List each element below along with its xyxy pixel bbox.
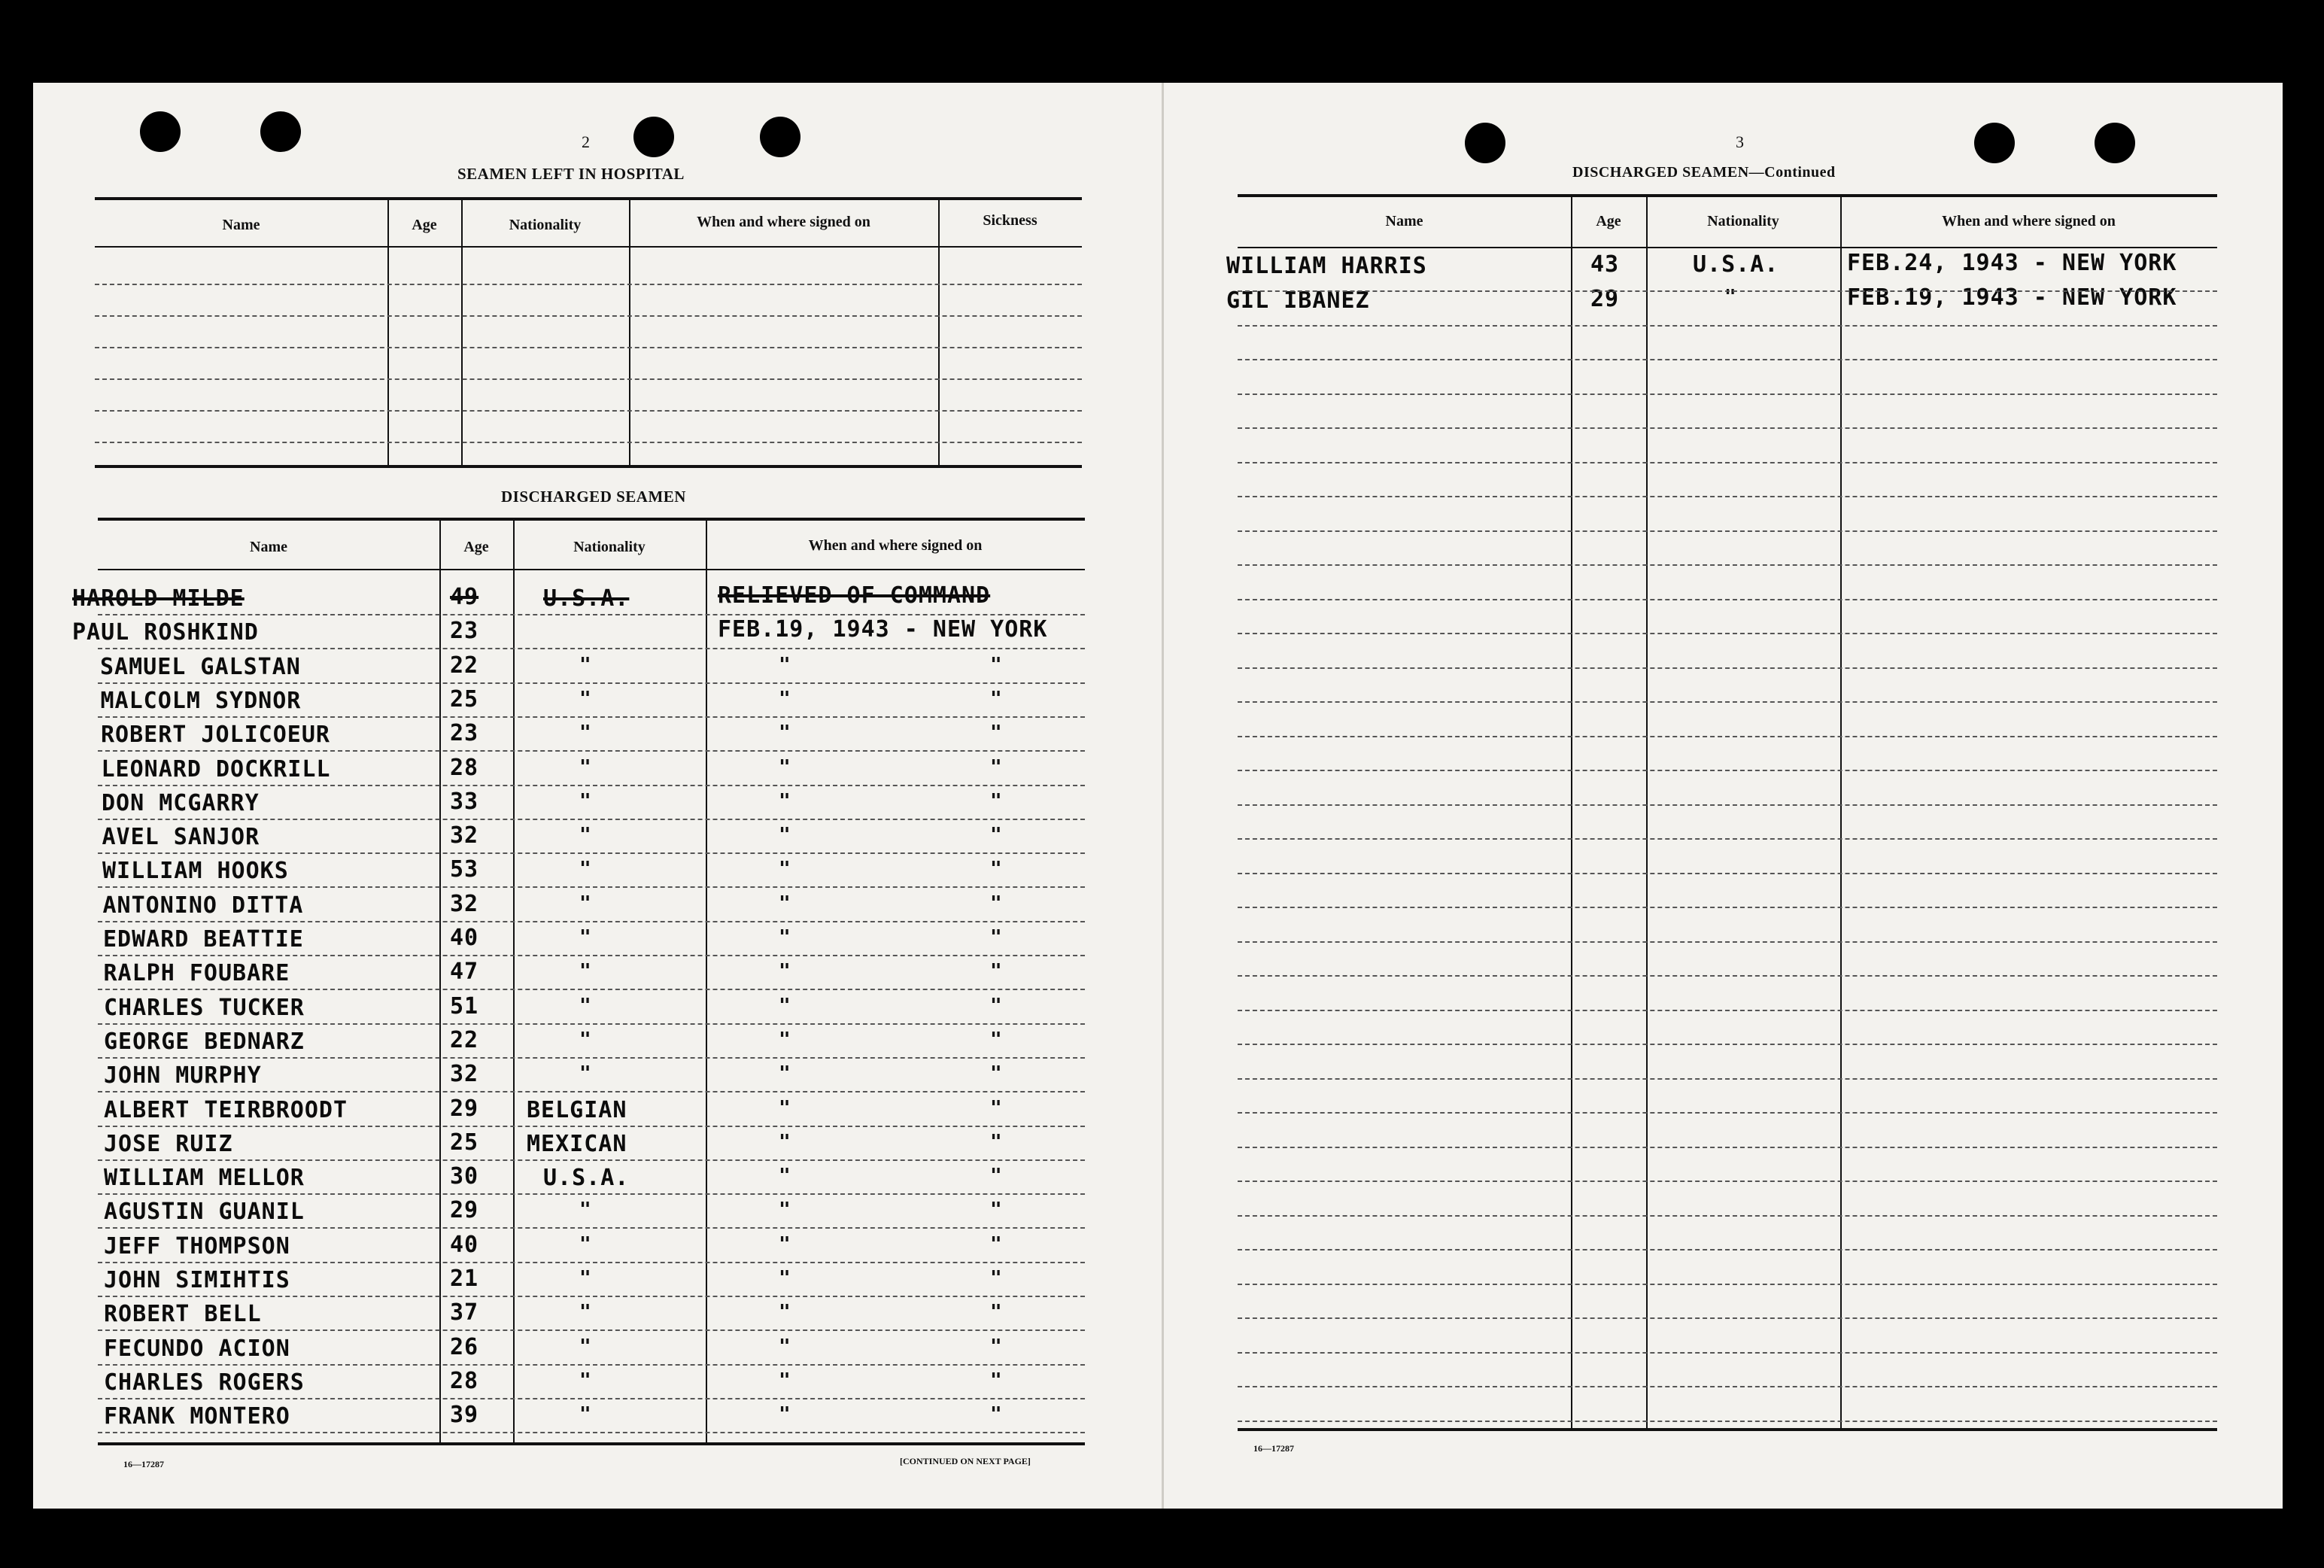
right-table-row-line [1238,804,2217,806]
table-row-name: JEFF THOMPSON [104,1232,290,1260]
right-table-row-line [1238,359,2217,360]
table-row-signed-on-ditto: " [990,858,1002,881]
table-row-signed-on-ditto: " [990,1403,1002,1427]
table-row-age: 30 [450,1163,479,1190]
table-row-signed-on: " [779,1028,791,1051]
right-table-row-line [1238,975,2217,977]
table-row-line [98,1262,1085,1263]
table-row-nationality: " [579,1267,591,1290]
right-table-top-rule [1238,194,2217,197]
table-row-line [98,1193,1085,1195]
right-table-row-line [1238,701,2217,703]
table-row-nationality: " [579,926,591,949]
table-row-signed-on: " [779,892,791,915]
page-number-right: 3 [1736,132,1744,151]
table-row-nationality: " [579,653,591,676]
hospital-table-row-line [95,284,1082,285]
table-row-line [98,921,1085,922]
table-row-line [98,716,1085,718]
right-table-row-line [1238,838,2217,840]
table-row-signed-on: " [779,755,791,779]
table-row-nationality: " [579,755,591,779]
hospital-table-bottom-rule [95,465,1082,468]
table-row-line [98,1329,1085,1331]
right-table-row-line [1238,1284,2217,1285]
table-row-signed-on-ditto: " [990,960,1002,983]
table-row-nationality: " [1724,286,1736,308]
table-row-signed-on-ditto: " [990,687,1002,710]
right-table-row-line [1238,1215,2217,1217]
right-table-row-line [1238,770,2217,771]
table-row-line [98,955,1085,956]
table-row-name: AVEL SANJOR [102,824,260,851]
table-row-nationality: U.S.A. [543,1165,630,1192]
table-row-signed-on: " [779,789,791,813]
table-row-nationality: " [579,789,591,813]
hospital-section-title: SEAMEN LEFT IN HOSPITAL [457,165,685,183]
right-table-row-line [1238,873,2217,874]
table-row-signed-on-ditto: " [990,1335,1002,1358]
table-row-age: 26 [450,1333,479,1360]
discharged-header-age: Age [463,539,489,555]
table-row-name: RALPH FOUBARE [103,960,290,987]
table-row-signed-on: " [779,1165,791,1188]
table-row-line [98,1023,1085,1025]
right-header-nationality: Nationality [1707,213,1779,229]
punch-hole [633,117,674,157]
table-row-signed-on-ditto: " [990,926,1002,949]
hospital-table-row-line [95,378,1082,380]
right-col-divider [1840,196,1842,1428]
table-row-signed-on: " [779,858,791,881]
table-row-signed-on: FEB.24, 1943 - NEW YORK [1847,250,2177,276]
table-row-age: 22 [450,652,479,679]
table-row-name: AGUSTIN GUANIL [104,1199,305,1226]
table-row-signed-on: " [779,926,791,949]
right-table-row-line [1238,462,2217,463]
table-row-age: 23 [450,618,479,645]
table-row-name: WILLIAM MELLOR [104,1165,305,1192]
table-row-nationality: " [579,892,591,915]
table-row-signed-on-ditto: " [990,824,1002,847]
table-row-age: 40 [450,925,479,951]
right-table-row-line [1238,394,2217,395]
punch-hole [140,111,181,152]
table-row-nationality: " [579,1335,591,1358]
table-row-signed-on-ditto: " [990,1199,1002,1222]
table-row-name: GEORGE BEDNARZ [104,1028,305,1055]
hospital-table-row-line [95,315,1082,317]
table-row-line [98,1364,1085,1366]
table-row-name: WILLIAM HARRIS [1226,253,1427,279]
table-row-nationality: " [579,824,591,847]
right-table-row-line [1238,564,2217,566]
table-row-line [98,785,1085,786]
table-row-age: 33 [450,788,479,815]
table-row-nationality: " [579,1062,591,1086]
table-row-name: JOSE RUIZ [104,1130,233,1157]
table-row-signed-on-ditto: " [990,1130,1002,1153]
discharged-header-nationality: Nationality [573,539,646,555]
right-table-row-line [1238,1181,2217,1182]
table-row-nationality: " [579,1301,591,1324]
table-row-age: 49 [450,584,479,610]
hospital-header-sickness: Sickness [983,212,1037,229]
table-row-age: 23 [450,720,479,747]
table-row-name: ANTONINO DITTA [102,892,304,919]
table-row-line [98,886,1085,888]
hospital-header-nationality: Nationality [509,217,582,233]
table-row-line [98,750,1085,752]
table-row-nationality: " [579,858,591,881]
table-row-signed-on-ditto: " [990,1096,1002,1120]
right-table-row-line [1238,1317,2217,1319]
table-row-age: 21 [450,1266,479,1292]
table-row-signed-on-ditto: " [990,722,1002,745]
table-row-name: MALCOLM SYDNOR [100,687,302,714]
punch-hole [1465,123,1505,163]
table-row-age: 37 [450,1299,479,1326]
table-row-signed-on: FEB.19, 1943 - NEW YORK [718,616,1048,643]
discharged-table-header-rule [98,569,1085,570]
table-row-line [98,1227,1085,1229]
table-row-nationality: " [579,722,591,745]
right-table-row-line [1238,1044,2217,1045]
table-row-age: 28 [450,754,479,781]
discharged-col-divider [706,519,707,1442]
table-row-name: ROBERT BELL [104,1301,262,1328]
right-table-row-line [1238,1249,2217,1250]
right-table-row-line [1238,1421,2217,1422]
table-row-signed-on: " [779,1062,791,1086]
right-header-age: Age [1596,213,1621,229]
punch-hole [760,117,800,157]
discharged-table-bottom-rule [98,1442,1085,1445]
table-row-age: 29 [450,1197,479,1224]
right-table-row-line [1238,496,2217,497]
table-row-name: FECUNDO ACION [104,1335,290,1362]
table-row-name: DON MCGARRY [102,789,260,816]
right-table-row-line [1238,1352,2217,1354]
form-number-left: 16—17287 [123,1459,164,1469]
right-header-name: Name [1385,213,1423,229]
table-row-name: CHARLES TUCKER [104,994,305,1021]
right-table-row-line [1238,667,2217,669]
table-row-signed-on-ditto: " [990,1369,1002,1392]
table-row-signed-on-ditto: " [990,1028,1002,1051]
table-row-signed-on-ditto: " [990,1165,1002,1188]
right-table-row-line [1238,1010,2217,1011]
right-table-row-line [1238,530,2217,532]
table-row-name: CHARLES ROGERS [104,1369,305,1396]
punch-hole [1974,123,2015,163]
table-row-name: JOHN SIMIHTIS [104,1267,290,1293]
discharged-section-title: DISCHARGED SEAMEN [501,488,686,506]
discharged-header-name: Name [250,539,287,555]
table-row-signed-on-ditto: " [990,789,1002,813]
table-row-nationality: " [579,687,591,710]
table-row-line [98,614,1085,615]
table-row-nationality: U.S.A. [543,585,630,612]
form-number-right: 16—17287 [1253,1443,1294,1454]
table-row-signed-on-ditto: " [990,653,1002,676]
table-row-signed-on: " [779,653,791,676]
table-row-signed-on: " [779,1096,791,1120]
table-row-signed-on: " [779,1199,791,1222]
table-row-signed-on: FEB.19, 1943 - NEW YORK [1847,284,2177,311]
table-row-age: 40 [450,1231,479,1258]
table-row-signed-on: " [779,1232,791,1256]
right-table-row-line [1238,427,2217,429]
table-row-age: 28 [450,1367,479,1394]
table-row-signed-on: " [779,687,791,710]
hospital-table-top-rule [95,197,1082,200]
hospital-table-row-line [95,347,1082,348]
table-row-age: 39 [450,1402,479,1429]
continued-note: [CONTINUED ON NEXT PAGE] [900,1456,1031,1466]
right-page-title: DISCHARGED SEAMEN—Continued [1572,164,1836,181]
right-table-row-line [1238,1112,2217,1114]
table-row-age: 32 [450,890,479,917]
hospital-header-name: Name [222,217,260,233]
hospital-col-divider [938,199,940,465]
discharged-table-top-rule [98,518,1085,521]
table-row-signed-on: RELIEVED OF COMMAND [718,582,991,609]
hospital-table-row-line [95,410,1082,412]
table-row-name: EDWARD BEATTIE [103,926,304,953]
table-row-name: GIL IBANEZ [1226,287,1370,314]
table-row-age: 25 [450,685,479,713]
table-row-nationality: " [579,994,591,1017]
right-table-row-line [1238,736,2217,737]
right-col-divider [1571,196,1572,1428]
table-row-name: FRANK MONTERO [104,1403,290,1430]
table-row-signed-on: " [779,824,791,847]
table-row-nationality: " [579,1369,591,1392]
right-table-row-line [1238,633,2217,634]
page-number-left: 2 [582,132,590,151]
table-row-nationality: " [579,1199,591,1222]
table-row-line [98,989,1085,990]
hospital-table-row-line [95,442,1082,443]
table-row-signed-on-ditto: " [990,1301,1002,1324]
right-table-header-rule [1238,247,2217,248]
table-row-age: 51 [450,992,479,1020]
discharged-col-divider [513,519,515,1442]
discharged-col-divider [439,519,441,1442]
table-row-line [98,648,1085,649]
discharged-header-signed-on: When and where signed on [808,537,983,554]
table-row-nationality: U.S.A. [1693,251,1779,278]
table-row-signed-on: " [779,1267,791,1290]
table-row-name: JOHN MURPHY [104,1062,262,1089]
right-table-row-line [1238,1078,2217,1080]
hospital-header-age: Age [412,217,437,233]
table-row-signed-on-ditto: " [990,755,1002,779]
table-row-nationality: MEXICAN [527,1130,627,1157]
table-row-signed-on: " [779,1369,791,1392]
right-table-row-line [1238,1147,2217,1148]
table-row-name: ROBERT JOLICOEUR [101,722,330,749]
table-row-nationality: " [579,1232,591,1256]
table-row-line [98,1296,1085,1297]
table-row-nationality: BELGIAN [527,1096,627,1123]
right-col-divider [1646,196,1648,1428]
table-row-line [98,1057,1085,1059]
table-row-line [98,1126,1085,1127]
table-row-line [98,1432,1085,1433]
table-row-signed-on: " [779,1130,791,1153]
table-row-nationality: " [579,1028,591,1051]
hospital-col-divider [387,199,389,465]
table-row-nationality: " [579,960,591,983]
table-row-age: 22 [450,1026,479,1053]
table-row-signed-on: " [779,1335,791,1358]
table-row-line [98,1398,1085,1399]
right-header-signed-on: When and where signed on [1942,213,2116,229]
right-table-row-line [1238,907,2217,908]
right-table-row-line [1238,290,2217,292]
punch-hole [2095,123,2135,163]
table-row-signed-on-ditto: " [990,994,1002,1017]
table-row-name: WILLIAM HOOKS [102,858,289,885]
table-row-age: 53 [450,856,479,883]
table-row-signed-on-ditto: " [990,892,1002,915]
table-row-signed-on-ditto: " [990,1062,1002,1086]
table-row-age: 32 [450,1061,479,1088]
page-fold [1162,83,1164,1509]
punch-hole [260,111,301,152]
table-row-line [98,682,1085,684]
table-row-signed-on: " [779,1403,791,1427]
table-row-age: 25 [450,1129,479,1156]
table-row-signed-on-ditto: " [990,1232,1002,1256]
table-row-line [98,1159,1085,1161]
table-row-signed-on: " [779,994,791,1017]
table-row-signed-on: " [779,1301,791,1324]
table-row-age: 29 [450,1095,479,1122]
table-row-name: LEONARD DOCKRILL [101,755,331,782]
table-row-signed-on: " [779,722,791,745]
table-row-name: ALBERT TEIRBROODT [104,1096,348,1123]
hospital-header-signed-on: When and where signed on [697,214,870,230]
table-row-line [98,819,1085,820]
right-table-row-line [1238,325,2217,327]
right-table-row-line [1238,599,2217,600]
table-row-age: 32 [450,822,479,849]
table-row-age: 29 [1590,286,1620,312]
hospital-table-header-rule [95,246,1082,248]
table-row-line [98,852,1085,854]
table-row-age: 47 [450,959,479,986]
table-row-signed-on: " [779,960,791,983]
right-table-row-line [1238,941,2217,943]
right-table-bottom-rule [1238,1428,2217,1431]
table-row-line [98,1091,1085,1092]
hospital-col-divider [461,199,463,465]
table-row-signed-on-ditto: " [990,1267,1002,1290]
table-row-nationality: " [579,1403,591,1427]
table-row-name: HAROLD MILDE [72,585,245,612]
table-row-name: SAMUEL GALSTAN [100,653,301,680]
table-row-name: PAUL ROSHKIND [72,619,259,646]
right-table-row-line [1238,1386,2217,1387]
hospital-col-divider [629,199,630,465]
table-row-age: 43 [1590,251,1620,278]
